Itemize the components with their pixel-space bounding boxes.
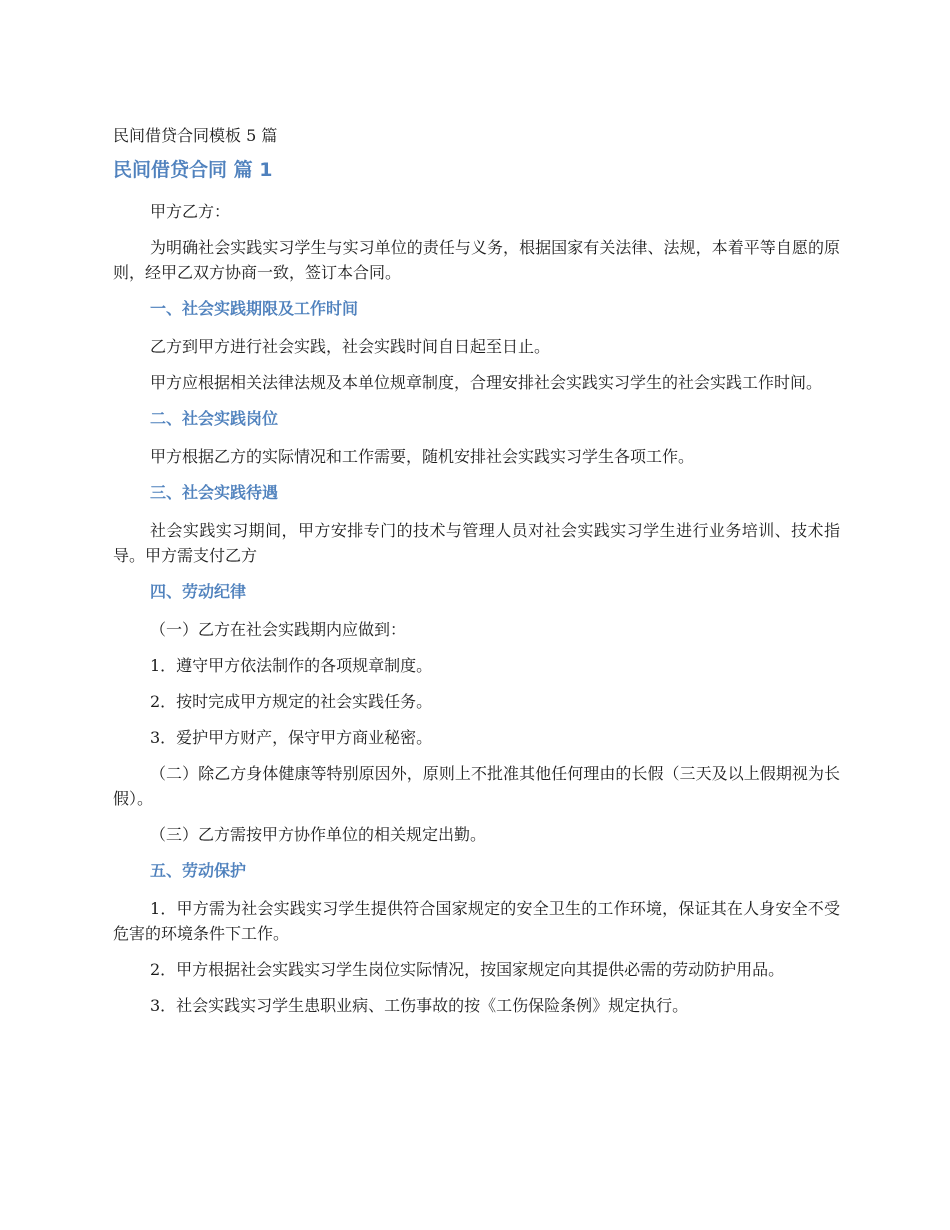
document-body bbox=[113, 122, 840, 1029]
clause-5-list-item: 1．甲方需为社会实践实习学生提供符合国家规定的安全卫生的工作环境，保证其在人身安全不受危害的环境条件下工作。 bbox=[113, 899, 840, 943]
clause-1-paragraph: 甲方应根据相关法律法规及本单位规章制度，合理安排社会实践实习学生的社会实践工作时间。 bbox=[150, 373, 823, 392]
document-title: 民间借贷合同模板 5 篇 bbox=[113, 126, 278, 145]
clause-5-list-item: 3．社会实践实习学生患职业病、工伤事故的按《工伤保险条例》规定执行。 bbox=[150, 996, 689, 1015]
intro-parties: 甲方乙方： bbox=[150, 202, 231, 221]
clause-heading-5: 五、劳动保护 bbox=[150, 861, 247, 880]
clause-5-list-item: 2．甲方根据社会实践实习学生岗位实际情况，按国家规定向其提供必需的劳动防护用品。 bbox=[150, 960, 785, 979]
clause-4-list-item: 2．按时完成甲方规定的社会实践任务。 bbox=[150, 692, 433, 711]
clause-heading-3: 三、社会实践待遇 bbox=[150, 483, 279, 502]
clause-heading-1: 一、社会实践期限及工作时间 bbox=[150, 299, 359, 318]
clause-heading-4: 四、劳动纪律 bbox=[150, 582, 247, 601]
clause-4-paragraph: （二）除乙方身体健康等特别原因外，原则上不批准其他任何理由的长假（三天及以上假期视为长假）。 bbox=[113, 764, 840, 808]
clause-2-paragraph: 甲方根据乙方的实际情况和工作需要，随机安排社会实践实习学生各项工作。 bbox=[150, 447, 695, 466]
clause-4-paragraph: （一）乙方在社会实践期内应做到： bbox=[150, 620, 407, 639]
clause-heading-2: 二、社会实践岗位 bbox=[150, 409, 279, 428]
clause-4-list-item: 3．爱护甲方财产，保守甲方商业秘密。 bbox=[150, 728, 433, 747]
clause-4-paragraph: （三）乙方需按甲方协作单位的相关规定出勤。 bbox=[150, 825, 487, 844]
clause-1-paragraph: 乙方到甲方进行社会实践，社会实践时间自日起至日止。 bbox=[150, 337, 551, 356]
section-heading: 民间借贷合同 篇 1 bbox=[113, 159, 273, 181]
clause-4-list-item: 1．遵守甲方依法制作的各项规章制度。 bbox=[150, 656, 433, 675]
clause-3-paragraph: 社会实践实习期间，甲方安排专门的技术与管理人员对社会实践实习学生进行业务培训、技术指导。甲方需支付乙方 bbox=[113, 521, 840, 565]
intro-purpose: 为明确社会实践实习学生与实习单位的责任与义务，根据国家有关法律、法规，本着平等自愿的原则，经甲乙双方协商一致，签订本合同。 bbox=[113, 238, 840, 282]
